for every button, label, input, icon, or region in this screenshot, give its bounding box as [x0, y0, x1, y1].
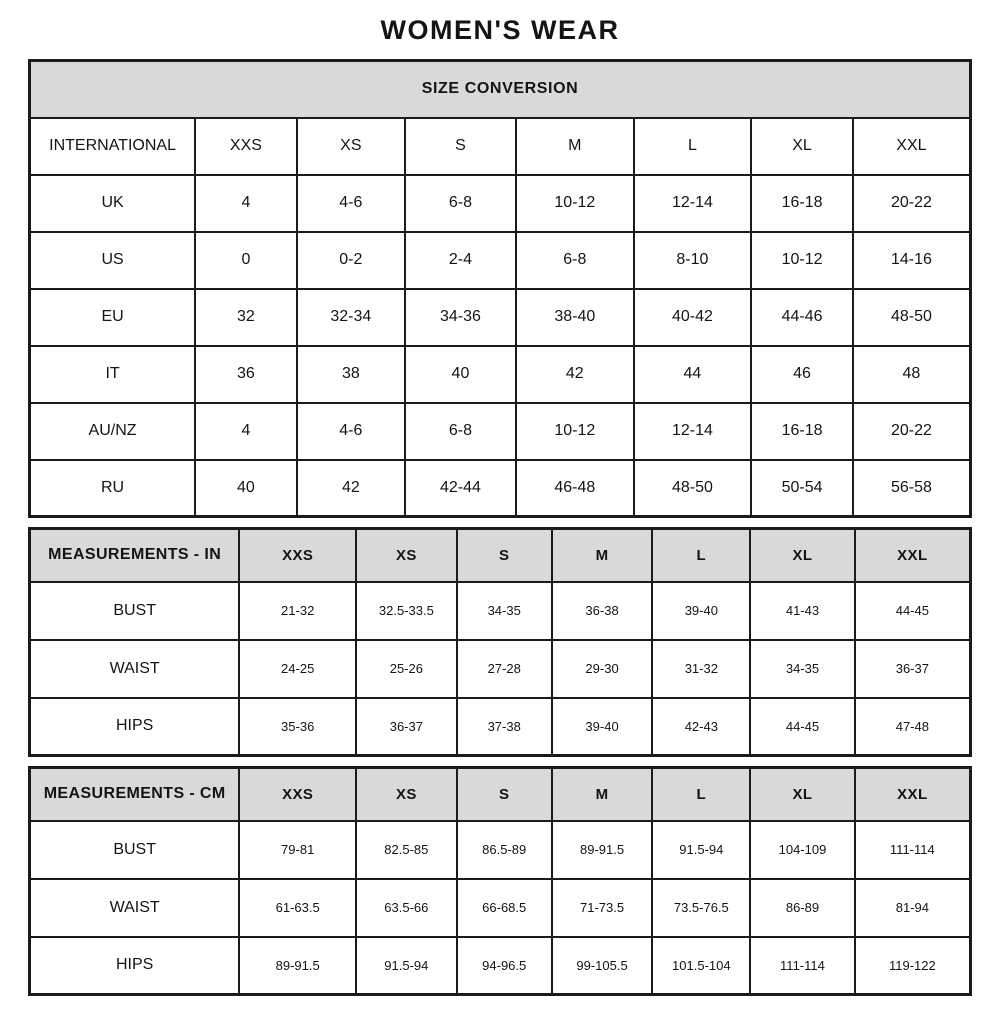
value-cell: 21-32 [239, 582, 356, 640]
column-header-cell: S [457, 529, 552, 582]
column-header-cell: S [457, 768, 552, 821]
measurements_cm-title: MEASUREMENTS - CM [30, 768, 240, 821]
measurements-in-table [28, 527, 972, 757]
value-cell: 111-114 [855, 821, 971, 879]
value-cell: 0 [195, 232, 297, 289]
value-cell: 39-40 [552, 698, 653, 756]
value-cell: 42-44 [405, 460, 516, 517]
value-cell: 42 [297, 460, 405, 517]
value-cell: 82.5-85 [356, 821, 457, 879]
size_conversion-columns-row [30, 118, 971, 175]
value-cell: 10-12 [516, 403, 634, 460]
value-cell: 119-122 [855, 937, 971, 995]
column-header-cell: M [552, 529, 653, 582]
column-header-cell: M [552, 768, 653, 821]
value-cell: 20-22 [853, 175, 971, 232]
table-row [30, 460, 971, 517]
value-cell: 29-30 [552, 640, 653, 698]
table-row [30, 821, 971, 879]
value-cell: 4-6 [297, 403, 405, 460]
value-cell: 24-25 [239, 640, 356, 698]
value-cell: 48-50 [634, 460, 752, 517]
column-header-cell: M [516, 118, 634, 175]
value-cell: 46-48 [516, 460, 634, 517]
value-cell: 37-38 [457, 698, 552, 756]
row-label-cell: BUST [30, 582, 240, 640]
value-cell: 56-58 [853, 460, 971, 517]
value-cell: 91.5-94 [652, 821, 750, 879]
value-cell: 4-6 [297, 175, 405, 232]
value-cell: 38-40 [516, 289, 634, 346]
value-cell: 10-12 [516, 175, 634, 232]
value-cell: 31-32 [652, 640, 750, 698]
measurements_in-title: MEASUREMENTS - IN [30, 529, 240, 582]
column-header-cell: XXS [195, 118, 297, 175]
value-cell: 44-46 [751, 289, 853, 346]
table-row [30, 937, 971, 995]
value-cell: 6-8 [405, 175, 516, 232]
value-cell: 99-105.5 [552, 937, 653, 995]
column-header-cell: XL [750, 768, 854, 821]
column-header-cell: L [652, 529, 750, 582]
table-row [30, 879, 971, 937]
column-header-cell: XL [750, 529, 854, 582]
value-cell: 71-73.5 [552, 879, 653, 937]
column-header-cell: L [652, 768, 750, 821]
column-header-cell: XS [297, 118, 405, 175]
column-header-cell: XS [356, 768, 457, 821]
value-cell: 36-37 [356, 698, 457, 756]
size-conversion-title: SIZE CONVERSION [30, 61, 971, 118]
value-cell: 34-35 [457, 582, 552, 640]
column-header-cell: XXL [853, 118, 971, 175]
column-header-cell: L [634, 118, 752, 175]
row-label-cell: HIPS [30, 937, 240, 995]
column-header-cell: INTERNATIONAL [30, 118, 196, 175]
table-band-row [30, 61, 971, 118]
value-cell: 36-37 [855, 640, 971, 698]
value-cell: 36 [195, 346, 297, 403]
value-cell: 111-114 [750, 937, 854, 995]
row-label-cell: AU/NZ [30, 403, 196, 460]
value-cell: 39-40 [652, 582, 750, 640]
size-conversion-table [28, 59, 972, 518]
value-cell: 89-91.5 [552, 821, 653, 879]
value-cell: 41-43 [750, 582, 854, 640]
row-label-cell: BUST [30, 821, 240, 879]
value-cell: 34-36 [405, 289, 516, 346]
value-cell: 38 [297, 346, 405, 403]
value-cell: 20-22 [853, 403, 971, 460]
value-cell: 48 [853, 346, 971, 403]
value-cell: 66-68.5 [457, 879, 552, 937]
value-cell: 42-43 [652, 698, 750, 756]
row-label-cell: WAIST [30, 879, 240, 937]
value-cell: 10-12 [751, 232, 853, 289]
value-cell: 50-54 [751, 460, 853, 517]
value-cell: 73.5-76.5 [652, 879, 750, 937]
value-cell: 94-96.5 [457, 937, 552, 995]
table-row [30, 289, 971, 346]
column-header-cell: XS [356, 529, 457, 582]
value-cell: 42 [516, 346, 634, 403]
value-cell: 4 [195, 175, 297, 232]
table-row [30, 232, 971, 289]
value-cell: 46 [751, 346, 853, 403]
value-cell: 86.5-89 [457, 821, 552, 879]
value-cell: 40-42 [634, 289, 752, 346]
column-header-cell: XXL [855, 768, 971, 821]
value-cell: 79-81 [239, 821, 356, 879]
value-cell: 101.5-104 [652, 937, 750, 995]
value-cell: 48-50 [853, 289, 971, 346]
value-cell: 8-10 [634, 232, 752, 289]
value-cell: 35-36 [239, 698, 356, 756]
value-cell: 44-45 [855, 582, 971, 640]
value-cell: 81-94 [855, 879, 971, 937]
value-cell: 4 [195, 403, 297, 460]
value-cell: 91.5-94 [356, 937, 457, 995]
value-cell: 44-45 [750, 698, 854, 756]
table-row [30, 582, 971, 640]
value-cell: 16-18 [751, 175, 853, 232]
value-cell: 25-26 [356, 640, 457, 698]
column-header-cell: S [405, 118, 516, 175]
value-cell: 40 [195, 460, 297, 517]
row-label-cell: IT [30, 346, 196, 403]
table-row [30, 640, 971, 698]
value-cell: 104-109 [750, 821, 854, 879]
column-header-cell: XXS [239, 768, 356, 821]
measurements_cm-columns-row [30, 768, 971, 821]
value-cell: 0-2 [297, 232, 405, 289]
value-cell: 89-91.5 [239, 937, 356, 995]
value-cell: 32.5-33.5 [356, 582, 457, 640]
value-cell: 12-14 [634, 175, 752, 232]
column-header-cell: XXL [855, 529, 971, 582]
column-header-cell: XXS [239, 529, 356, 582]
value-cell: 47-48 [855, 698, 971, 756]
measurements-cm-table [28, 766, 972, 996]
value-cell: 34-35 [750, 640, 854, 698]
value-cell: 86-89 [750, 879, 854, 937]
column-header-cell: XL [751, 118, 853, 175]
value-cell: 12-14 [634, 403, 752, 460]
value-cell: 44 [634, 346, 752, 403]
row-label-cell: UK [30, 175, 196, 232]
value-cell: 63.5-66 [356, 879, 457, 937]
value-cell: 32-34 [297, 289, 405, 346]
value-cell: 6-8 [405, 403, 516, 460]
page-title: WOMEN'S WEAR [380, 15, 620, 45]
row-label-cell: US [30, 232, 196, 289]
value-cell: 16-18 [751, 403, 853, 460]
table-row [30, 698, 971, 756]
table-row [30, 403, 971, 460]
value-cell: 2-4 [405, 232, 516, 289]
value-cell: 40 [405, 346, 516, 403]
measurements_in-columns-row [30, 529, 971, 582]
value-cell: 36-38 [552, 582, 653, 640]
table-row [30, 175, 971, 232]
value-cell: 14-16 [853, 232, 971, 289]
row-label-cell: WAIST [30, 640, 240, 698]
row-label-cell: EU [30, 289, 196, 346]
row-label-cell: HIPS [30, 698, 240, 756]
table-row [30, 346, 971, 403]
value-cell: 27-28 [457, 640, 552, 698]
value-cell: 6-8 [516, 232, 634, 289]
value-cell: 61-63.5 [239, 879, 356, 937]
row-label-cell: RU [30, 460, 196, 517]
value-cell: 32 [195, 289, 297, 346]
